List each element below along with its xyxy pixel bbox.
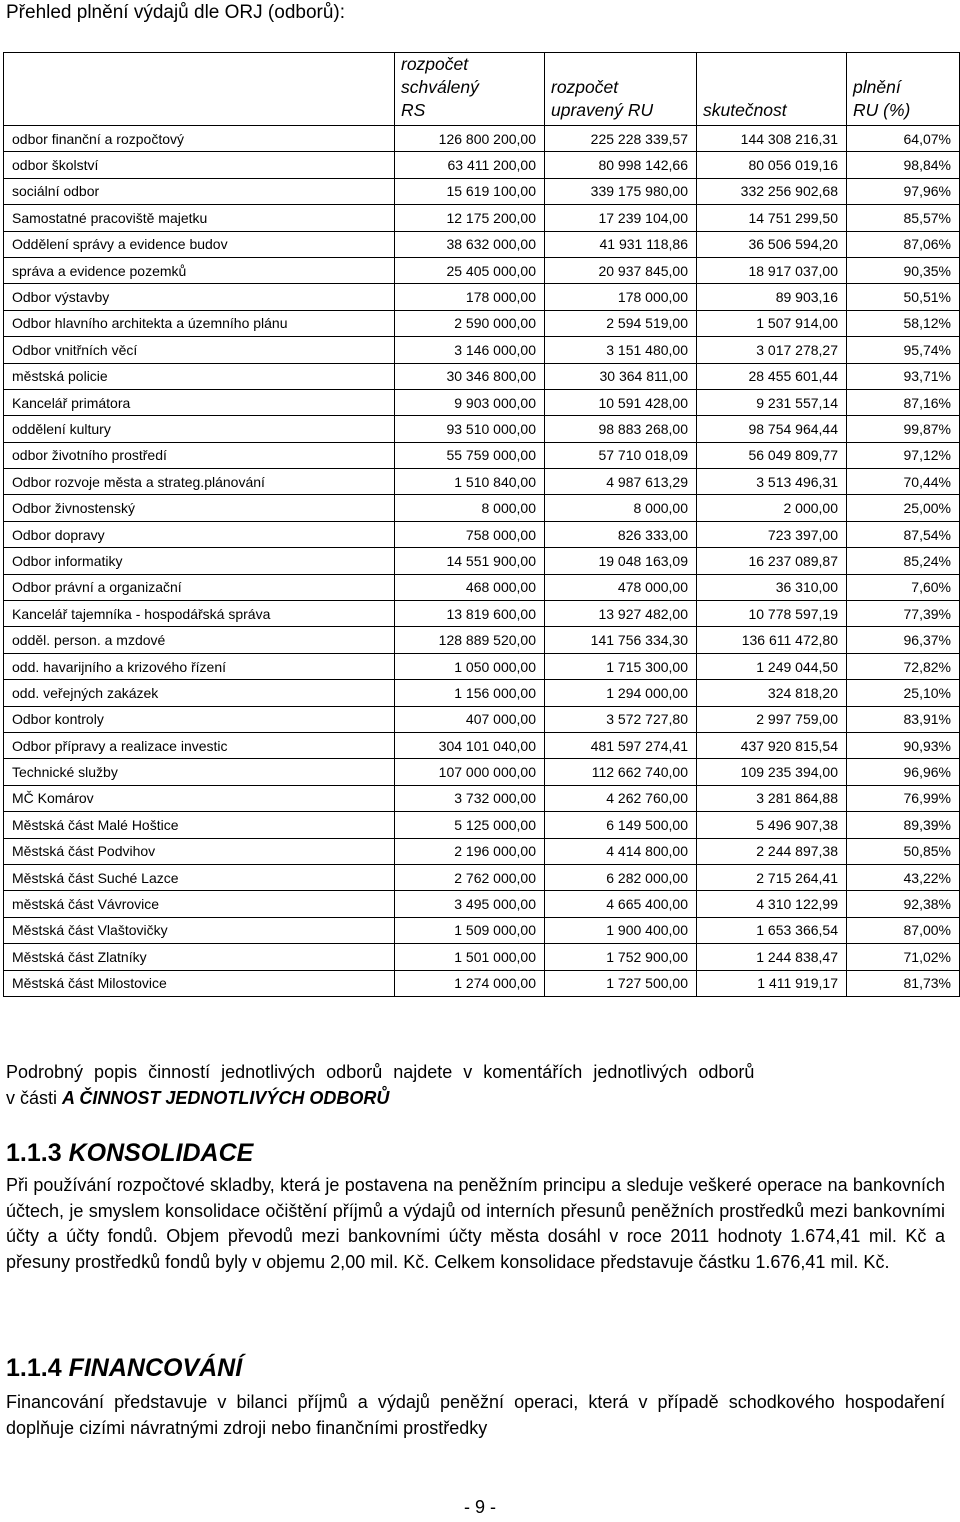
cell-rs: 128 889 520,00 [395, 627, 545, 653]
table-row [4, 469, 960, 495]
cell-ru: 4 414 800,00 [545, 838, 697, 864]
table-row [4, 548, 960, 574]
table-row [4, 864, 960, 890]
section-133-number: 1.1.3 [6, 1139, 62, 1167]
cell-rs: 55 759 000,00 [395, 442, 545, 468]
cell-actual: 2 715 264,41 [697, 864, 847, 890]
section-133-text: Při používání rozpočtové skladby, která je postavena na peněžním principu a sleduje veškeré operace na bankovních účtech, je smyslem konsolidace očištění příjmů a výdajů od interních přesunů peněžních prostředků mezi bankovními účty a účty fondů. Objem převodů mezi bankovními účty města dosáhl v roce 2011 hodnoty 1.674,41 mil. Kč a přesuny prostředků fondů byly v objemu 2,00 mil. Kč. Celkem konsolidace představuje částku 1.676,41 mil. Kč. [6, 1175, 945, 1272]
cell-actual: 4 310 122,99 [697, 891, 847, 917]
cell-name: Odbor výstavby [4, 284, 395, 310]
cell-rs: 93 510 000,00 [395, 416, 545, 442]
cell-name: Oddělení správy a evidence budov [4, 231, 395, 257]
cell-rs: 38 632 000,00 [395, 231, 545, 257]
cell-ru: 141 756 334,30 [545, 627, 697, 653]
table-row [4, 389, 960, 415]
cell-ru: 3 151 480,00 [545, 337, 697, 363]
cell-pct: 25,10% [847, 680, 960, 706]
cell-rs: 30 346 800,00 [395, 363, 545, 389]
cell-actual: 18 917 037,00 [697, 257, 847, 283]
cell-pct: 72,82% [847, 653, 960, 679]
cell-actual: 2 000,00 [697, 495, 847, 521]
cell-name: MČ Komárov [4, 785, 395, 811]
table-row [4, 944, 960, 970]
cell-pct: 96,96% [847, 759, 960, 785]
cell-actual: 2 997 759,00 [697, 706, 847, 732]
cell-name: odd. veřejných zakázek [4, 680, 395, 706]
cell-pct: 95,74% [847, 337, 960, 363]
cell-pct: 87,06% [847, 231, 960, 257]
table-body [4, 126, 960, 997]
cell-pct: 93,71% [847, 363, 960, 389]
table-row [4, 337, 960, 363]
cell-ru: 1 752 900,00 [545, 944, 697, 970]
cell-ru: 1 294 000,00 [545, 680, 697, 706]
cell-rs: 2 762 000,00 [395, 864, 545, 890]
cell-name: Odbor dopravy [4, 521, 395, 547]
cell-rs: 2 196 000,00 [395, 838, 545, 864]
cell-rs: 178 000,00 [395, 284, 545, 310]
note-line1-text: Podrobný popis činností jednotlivých odborů najdete v komentářích jednotlivých odborů [6, 1062, 755, 1082]
cell-rs: 304 101 040,00 [395, 732, 545, 758]
cell-actual: 109 235 394,00 [697, 759, 847, 785]
cell-name: Odbor rozvoje města a strateg.plánování [4, 469, 395, 495]
header-rs-line3: RS [401, 100, 426, 120]
table-header-row [4, 53, 960, 126]
cell-rs: 15 619 100,00 [395, 178, 545, 204]
cell-rs: 14 551 900,00 [395, 548, 545, 574]
cell-ru: 1 727 500,00 [545, 970, 697, 996]
cell-rs: 107 000 000,00 [395, 759, 545, 785]
cell-pct: 43,22% [847, 864, 960, 890]
header-ru-line1: rozpočet [551, 77, 619, 97]
cell-name: Kancelář primátora [4, 389, 395, 415]
header-rs-line1: rozpočet [401, 54, 469, 74]
cell-actual: 9 231 557,14 [697, 389, 847, 415]
section-134-heading [6, 1354, 242, 1383]
cell-ru: 4 665 400,00 [545, 891, 697, 917]
cell-actual: 1 249 044,50 [697, 653, 847, 679]
cell-rs: 2 590 000,00 [395, 310, 545, 336]
cell-ru: 1 715 300,00 [545, 653, 697, 679]
note-paragraph [6, 1060, 945, 1111]
cell-actual: 1 507 914,00 [697, 310, 847, 336]
cell-pct: 98,84% [847, 152, 960, 178]
cell-name: sociální odbor [4, 178, 395, 204]
table-row [4, 574, 960, 600]
cell-ru: 20 937 845,00 [545, 257, 697, 283]
cell-ru: 178 000,00 [545, 284, 697, 310]
cell-actual: 36 506 594,20 [697, 231, 847, 257]
table-row [4, 363, 960, 389]
cell-ru: 4 262 760,00 [545, 785, 697, 811]
cell-pct: 85,24% [847, 548, 960, 574]
cell-ru: 30 364 811,00 [545, 363, 697, 389]
cell-ru: 80 998 142,66 [545, 152, 697, 178]
cell-name: Samostatné pracoviště majetku [4, 205, 395, 231]
table-row [4, 126, 960, 152]
cell-pct: 90,35% [847, 257, 960, 283]
cell-pct: 90,93% [847, 732, 960, 758]
cell-ru: 6 149 500,00 [545, 812, 697, 838]
cell-ru: 1 900 400,00 [545, 917, 697, 943]
cell-name: oddělení kultury [4, 416, 395, 442]
table-row [4, 284, 960, 310]
cell-name: Kancelář tajemníka - hospodářská správa [4, 601, 395, 627]
cell-pct: 50,85% [847, 838, 960, 864]
cell-pct: 70,44% [847, 469, 960, 495]
cell-name: Technické služby [4, 759, 395, 785]
cell-pct: 92,38% [847, 891, 960, 917]
table-row [4, 205, 960, 231]
table-row [4, 231, 960, 257]
cell-rs: 1 509 000,00 [395, 917, 545, 943]
cell-ru: 826 333,00 [545, 521, 697, 547]
header-actual-label: skutečnost [703, 100, 787, 120]
cell-rs: 1 501 000,00 [395, 944, 545, 970]
cell-pct: 83,91% [847, 706, 960, 732]
cell-pct: 64,07% [847, 126, 960, 152]
table-row [4, 970, 960, 996]
cell-actual: 28 455 601,44 [697, 363, 847, 389]
cell-ru: 57 710 018,09 [545, 442, 697, 468]
cell-pct: 87,54% [847, 521, 960, 547]
cell-actual: 723 397,00 [697, 521, 847, 547]
table-row [4, 601, 960, 627]
cell-ru: 6 282 000,00 [545, 864, 697, 890]
cell-pct: 71,02% [847, 944, 960, 970]
cell-actual: 1 411 919,17 [697, 970, 847, 996]
cell-ru: 339 175 980,00 [545, 178, 697, 204]
header-ru-line2: upravený RU [551, 100, 654, 120]
cell-rs: 13 819 600,00 [395, 601, 545, 627]
cell-name: odděl. person. a mzdové [4, 627, 395, 653]
cell-ru: 19 048 163,09 [545, 548, 697, 574]
cell-ru: 41 931 118,86 [545, 231, 697, 257]
cell-name: Městská část Suché Lazce [4, 864, 395, 890]
note-line2-emph: A ČINNOST JEDNOTLIVÝCH ODBORŮ [62, 1087, 390, 1108]
cell-actual: 80 056 019,16 [697, 152, 847, 178]
note-line2 [6, 1086, 945, 1112]
page-number: - 9 - [463, 1497, 496, 1517]
cell-rs: 9 903 000,00 [395, 389, 545, 415]
cell-pct: 87,16% [847, 389, 960, 415]
note-line2-prefix: v části [6, 1087, 58, 1108]
cell-pct: 77,39% [847, 601, 960, 627]
cell-pct: 85,57% [847, 205, 960, 231]
cell-actual: 136 611 472,80 [697, 627, 847, 653]
cell-ru: 112 662 740,00 [545, 759, 697, 785]
cell-pct: 97,12% [847, 442, 960, 468]
cell-ru: 98 883 268,00 [545, 416, 697, 442]
cell-ru: 8 000,00 [545, 495, 697, 521]
page-title: Přehled plnění výdajů dle ORJ (odborů): [6, 2, 346, 23]
cell-name: odbor životního prostředí [4, 442, 395, 468]
expenditure-table [3, 52, 960, 997]
cell-rs: 3 495 000,00 [395, 891, 545, 917]
cell-ru: 4 987 613,29 [545, 469, 697, 495]
cell-pct: 50,51% [847, 284, 960, 310]
cell-name: Odbor živnostenský [4, 495, 395, 521]
cell-actual: 1 653 366,54 [697, 917, 847, 943]
cell-actual: 3 017 278,27 [697, 337, 847, 363]
cell-ru: 10 591 428,00 [545, 389, 697, 415]
cell-actual: 5 496 907,38 [697, 812, 847, 838]
cell-ru: 3 572 727,80 [545, 706, 697, 732]
cell-actual: 98 754 964,44 [697, 416, 847, 442]
cell-actual: 89 903,16 [697, 284, 847, 310]
cell-actual: 36 310,00 [697, 574, 847, 600]
header-rs [395, 53, 545, 126]
cell-rs: 12 175 200,00 [395, 205, 545, 231]
section-134-text: Financování představuje v bilanci příjmů a výdajů peněžní operaci, která v případě schodkového hospodaření doplňuje cizími návratnými zdroji nebo finančními prostředky [6, 1392, 945, 1438]
cell-actual: 324 818,20 [697, 680, 847, 706]
cell-rs: 126 800 200,00 [395, 126, 545, 152]
table-row [4, 653, 960, 679]
cell-name: Městská část Podvihov [4, 838, 395, 864]
cell-ru: 481 597 274,41 [545, 732, 697, 758]
cell-actual: 10 778 597,19 [697, 601, 847, 627]
cell-rs: 1 156 000,00 [395, 680, 545, 706]
table-row [4, 680, 960, 706]
cell-actual: 332 256 902,68 [697, 178, 847, 204]
cell-ru: 478 000,00 [545, 574, 697, 600]
cell-ru: 17 239 104,00 [545, 205, 697, 231]
cell-pct: 96,37% [847, 627, 960, 653]
table-row [4, 706, 960, 732]
cell-name: městská část Vávrovice [4, 891, 395, 917]
table-row [4, 495, 960, 521]
table-row [4, 759, 960, 785]
cell-name: Odbor hlavního architekta a územního plánu [4, 310, 395, 336]
cell-rs: 63 411 200,00 [395, 152, 545, 178]
cell-name: Městská část Milostovice [4, 970, 395, 996]
table-row [4, 812, 960, 838]
cell-rs: 3 146 000,00 [395, 337, 545, 363]
cell-pct: 76,99% [847, 785, 960, 811]
table-row [4, 838, 960, 864]
cell-rs: 25 405 000,00 [395, 257, 545, 283]
cell-actual: 56 049 809,77 [697, 442, 847, 468]
cell-ru: 2 594 519,00 [545, 310, 697, 336]
cell-rs: 758 000,00 [395, 521, 545, 547]
cell-actual: 144 308 216,31 [697, 126, 847, 152]
cell-rs: 407 000,00 [395, 706, 545, 732]
header-pct [847, 53, 960, 126]
cell-actual: 16 237 089,87 [697, 548, 847, 574]
cell-actual: 1 244 838,47 [697, 944, 847, 970]
cell-rs: 3 732 000,00 [395, 785, 545, 811]
cell-name: městská policie [4, 363, 395, 389]
table-row [4, 891, 960, 917]
table-row [4, 257, 960, 283]
cell-pct: 7,60% [847, 574, 960, 600]
header-actual [697, 53, 847, 126]
cell-pct: 99,87% [847, 416, 960, 442]
table-row [4, 152, 960, 178]
cell-actual: 14 751 299,50 [697, 205, 847, 231]
cell-pct: 87,00% [847, 917, 960, 943]
table-row [4, 310, 960, 336]
cell-name: Odbor právní a organizační [4, 574, 395, 600]
cell-rs: 5 125 000,00 [395, 812, 545, 838]
cell-actual: 3 281 864,88 [697, 785, 847, 811]
cell-pct: 81,73% [847, 970, 960, 996]
cell-name: Městská část Vlaštovičky [4, 917, 395, 943]
cell-name: Odbor přípravy a realizace investic [4, 732, 395, 758]
cell-rs: 468 000,00 [395, 574, 545, 600]
cell-actual: 2 244 897,38 [697, 838, 847, 864]
cell-pct: 58,12% [847, 310, 960, 336]
table-row [4, 785, 960, 811]
cell-name: odbor finanční a rozpočtový [4, 126, 395, 152]
table-row [4, 627, 960, 653]
cell-actual: 3 513 496,31 [697, 469, 847, 495]
header-rs-line2: schválený [401, 77, 479, 97]
header-name [4, 53, 395, 126]
table-row [4, 442, 960, 468]
cell-ru: 13 927 482,00 [545, 601, 697, 627]
cell-name: správa a evidence pozemků [4, 257, 395, 283]
note-line1 [6, 1060, 945, 1086]
cell-actual: 437 920 815,54 [697, 732, 847, 758]
table-row [4, 917, 960, 943]
header-ru [545, 53, 697, 126]
section-134-title: FINANCOVÁNÍ [68, 1354, 243, 1382]
table-row [4, 416, 960, 442]
cell-name: Odbor informatiky [4, 548, 395, 574]
cell-rs: 8 000,00 [395, 495, 545, 521]
section-133-heading [6, 1139, 253, 1168]
cell-name: odd. havarijního a krizového řízení [4, 653, 395, 679]
cell-name: Městská část Zlatníky [4, 944, 395, 970]
header-pct-line1: plnění [853, 77, 901, 97]
cell-pct: 97,96% [847, 178, 960, 204]
table-row [4, 732, 960, 758]
section-134-number: 1.1.4 [6, 1354, 62, 1382]
table-row [4, 178, 960, 204]
cell-pct: 89,39% [847, 812, 960, 838]
cell-name: Odbor vnitřních věcí [4, 337, 395, 363]
cell-name: Odbor kontroly [4, 706, 395, 732]
cell-name: odbor školství [4, 152, 395, 178]
cell-ru: 225 228 339,57 [545, 126, 697, 152]
header-pct-line2: RU (%) [853, 100, 911, 120]
cell-name: Městská část Malé Hoštice [4, 812, 395, 838]
cell-pct: 25,00% [847, 495, 960, 521]
cell-rs: 1 274 000,00 [395, 970, 545, 996]
section-133-title: KONSOLIDACE [68, 1139, 254, 1167]
cell-rs: 1 050 000,00 [395, 653, 545, 679]
cell-rs: 1 510 840,00 [395, 469, 545, 495]
table-row [4, 521, 960, 547]
